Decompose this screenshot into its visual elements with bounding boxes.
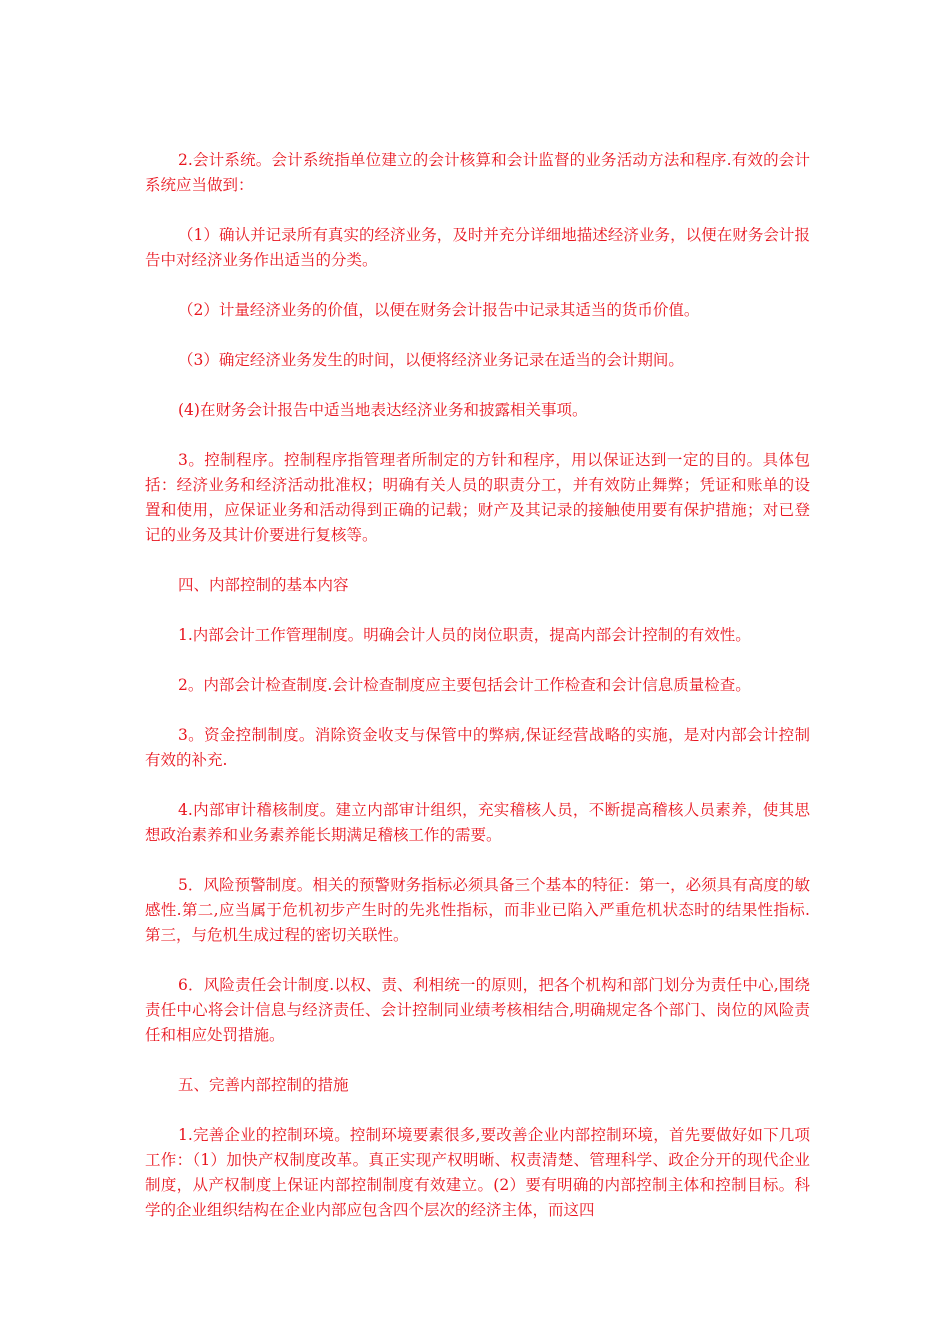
paragraph-item-4: (4)在财务会计报告中适当地表达经济业务和披露相关事项。 [178, 401, 588, 419]
paragraph-inspection-system: 2。内部会计检查制度.会计检查制度应主要包括会计工作检查和会计信息质量检查。 [178, 676, 751, 694]
paragraph-risk-warning: 5．风险预警制度。相关的预警财务指标必须具备三个基本的特征：第一，必须具有高度的敏感性.第二,应当属于危机初步产生时的先兆性指标，而非业已陷入严重危机状态时的结果性指标.第三，与危机生成过程的密切关联性。 [145, 876, 810, 944]
paragraph-fund-control: 3。资金控制制度。消除资金收支与保管中的弊病,保证经营战略的实施，是对内部会计控制有效的补充. [145, 726, 810, 769]
paragraph-item-2: （2）计量经济业务的价值，以便在财务会计报告中记录其适当的货币价值。 [178, 301, 700, 319]
paragraph-internal-audit: 4.内部审计稽核制度。建立内部审计组织，充实稽核人员，不断提高稽核人员素养，使其思想政治素养和业务素养能长期满足稽核工作的需要。 [145, 801, 810, 844]
section-heading-improvement-measures: 五、完善内部控制的措施 [178, 1076, 349, 1094]
paragraph-item-1: （1）确认并记录所有真实的经济业务，及时并充分详细地描述经济业务，以便在财务会计报告中对经济业务作出适当的分类。 [145, 226, 810, 269]
paragraph-control-procedures: 3。控制程序。控制程序指管理者所制定的方针和程序，用以保证达到一定的目的。具体包括：经济业务和经济活动批准权；明确有关人员的职责分工，并有效防止舞弊；凭证和账单的设置和使用，应保证业务和活动得到正确的记载；财产及其记录的接触使用要有保护措施；对已登记的业务及其计价要进行复核等。 [145, 451, 810, 544]
paragraph-control-environment: 1.完善企业的控制环境。控制环境要素很多,要改善企业内部控制环境，首先要做好如下几项工作：（1）加快产权制度改革。真正实现产权明晰、权责清楚、管理科学、政企分开的现代企业制度，从产权制度上保证内部控制制度有效建立。(2）要有明确的内部控制主体和控制目标。科学的企业组织结构在企业内部应包含四个层次的经济主体，而这四 [145, 1126, 810, 1219]
paragraph-item-3: （3）确定经济业务发生的时间，以便将经济业务记录在适当的会计期间。 [178, 351, 684, 369]
section-heading-basic-content: 四、内部控制的基本内容 [178, 576, 349, 594]
paragraph-risk-responsibility: 6．风险责任会计制度.以权、责、利相统一的原则，把各个机构和部门划分为责任中心,围绕责任中心将会计信息与经济责任、会计控制同业绩考核相结合,明确规定各个部门、岗位的风险责任和相应处罚措施。 [145, 976, 810, 1044]
paragraph-work-management: 1.内部会计工作管理制度。明确会计人员的岗位职责，提高内部会计控制的有效性。 [178, 626, 751, 644]
document-body [145, 148, 810, 1248]
paragraph-accounting-system: 2.会计系统。会计系统指单位建立的会计核算和会计监督的业务活动方法和程序.有效的会计系统应当做到： [145, 151, 810, 194]
